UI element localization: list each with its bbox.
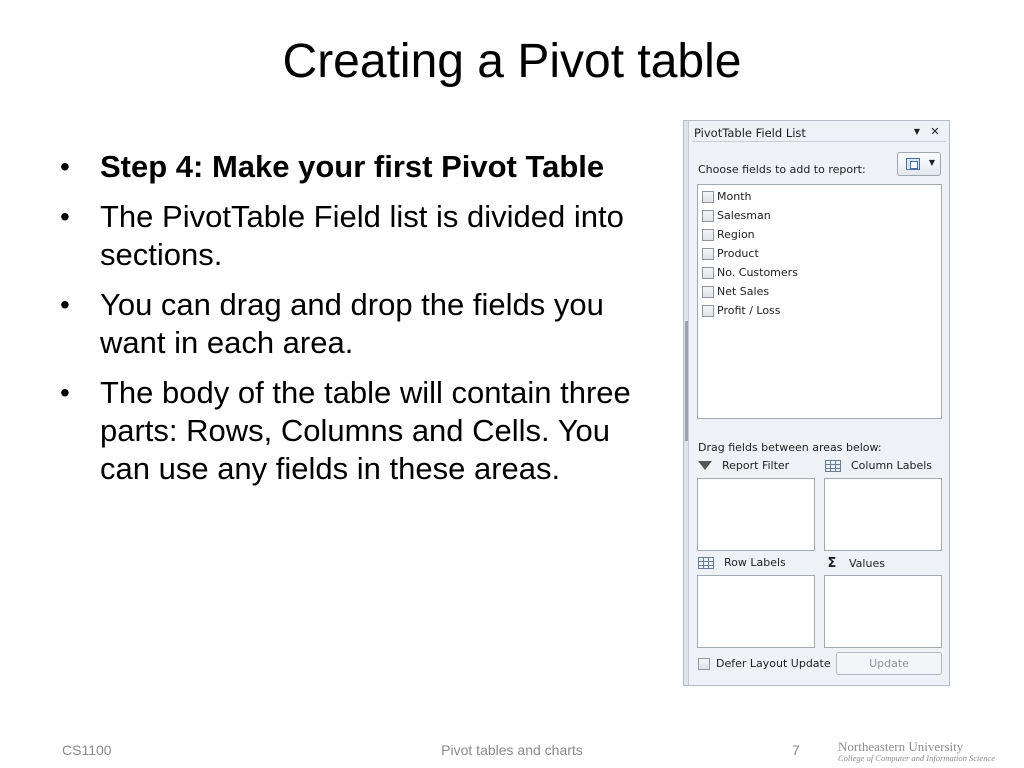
bullet-icon: • [60,377,70,408]
field-checkbox[interactable] [702,229,714,241]
footer-topic: Pivot tables and charts [441,742,583,758]
field-checkbox[interactable] [702,248,714,260]
field-item-no-customers[interactable] [702,263,798,282]
northeastern-logo [838,740,995,764]
report-filter-drop-area[interactable] [697,478,815,551]
report-filter-text: Report Filter [722,459,790,472]
row-labels-text: Row Labels [724,556,786,569]
row-grid-icon [698,557,714,569]
layout-icon [906,158,920,170]
field-checkbox[interactable] [702,191,714,203]
field-checkbox[interactable] [702,210,714,222]
field-label: Region [717,228,755,241]
field-checkbox[interactable] [702,305,714,317]
field-label: Salesman [717,209,771,222]
column-labels-text: Column Labels [851,459,933,472]
sigma-icon: Σ [827,556,837,571]
close-icon[interactable]: ✕ [930,125,940,138]
bullet-item [60,198,660,274]
defer-layout-label: Defer Layout Update [716,657,831,670]
field-item-product[interactable] [702,244,759,263]
panel-resize-handle[interactable] [684,121,689,685]
bullet-item [60,148,660,186]
slide-title: Creating a Pivot table [282,35,742,88]
bullet-item [60,374,660,488]
bullet-item [60,286,660,362]
field-item-salesman[interactable] [702,206,771,225]
field-list-box [697,184,942,419]
filter-icon [698,461,712,470]
slide-number: 7 [792,742,800,758]
logo-university-name: Northeastern University [838,739,964,754]
field-item-region[interactable] [702,225,755,244]
choose-fields-label: Choose fields to add to report: [698,163,866,176]
column-grid-icon [825,460,841,472]
bullet-text: The body of the table will contain three parts: Rows, Columns and Cells. You can use any fields in these areas. [100,375,631,486]
field-label: No. Customers [717,266,798,279]
values-text: Values [849,557,885,570]
bullet-list [60,148,660,500]
field-item-profit-loss[interactable] [702,301,781,320]
bullet-icon: • [60,151,70,182]
field-item-net-sales[interactable] [702,282,769,301]
defer-layout-checkbox[interactable] [698,658,710,670]
footer-course: CS1100 [62,742,112,758]
field-label: Net Sales [717,285,770,298]
field-checkbox[interactable] [702,267,714,279]
field-checkbox[interactable] [702,286,714,298]
column-labels-label [825,459,932,472]
column-labels-drop-area[interactable] [824,478,942,551]
bullet-icon: • [60,201,70,232]
update-button[interactable]: Update [836,652,942,675]
report-filter-label [698,459,789,472]
panel-title: PivotTable Field List [694,126,806,140]
values-drop-area[interactable] [824,575,942,648]
field-list-layout-button[interactable] [897,152,941,176]
bullet-text: The PivotTable Field list is divided into sections. [100,199,624,272]
logo-college-name: College of Computer and Information Science [838,753,995,763]
field-item-month[interactable] [702,187,751,206]
field-label: Month [717,190,752,203]
resize-handle-thumb[interactable] [685,321,688,441]
bullet-icon: • [60,289,70,320]
field-label: Product [717,247,759,260]
bullet-text: Step 4: Make your first Pivot Table [100,149,605,184]
panel-options-dropdown-icon[interactable]: ▼ [913,127,921,136]
row-labels-label [698,556,786,569]
chevron-down-icon: ▼ [928,158,935,167]
drag-fields-label: Drag fields between areas below: [698,441,882,454]
values-label [825,556,885,571]
defer-layout-update-option[interactable] [698,657,831,670]
row-labels-drop-area[interactable] [697,575,815,648]
pivot-field-list-panel [683,120,950,686]
panel-header [692,124,946,142]
field-label: Profit / Loss [717,304,781,317]
bullet-text: You can drag and drop the fields you want in each area. [100,287,604,360]
